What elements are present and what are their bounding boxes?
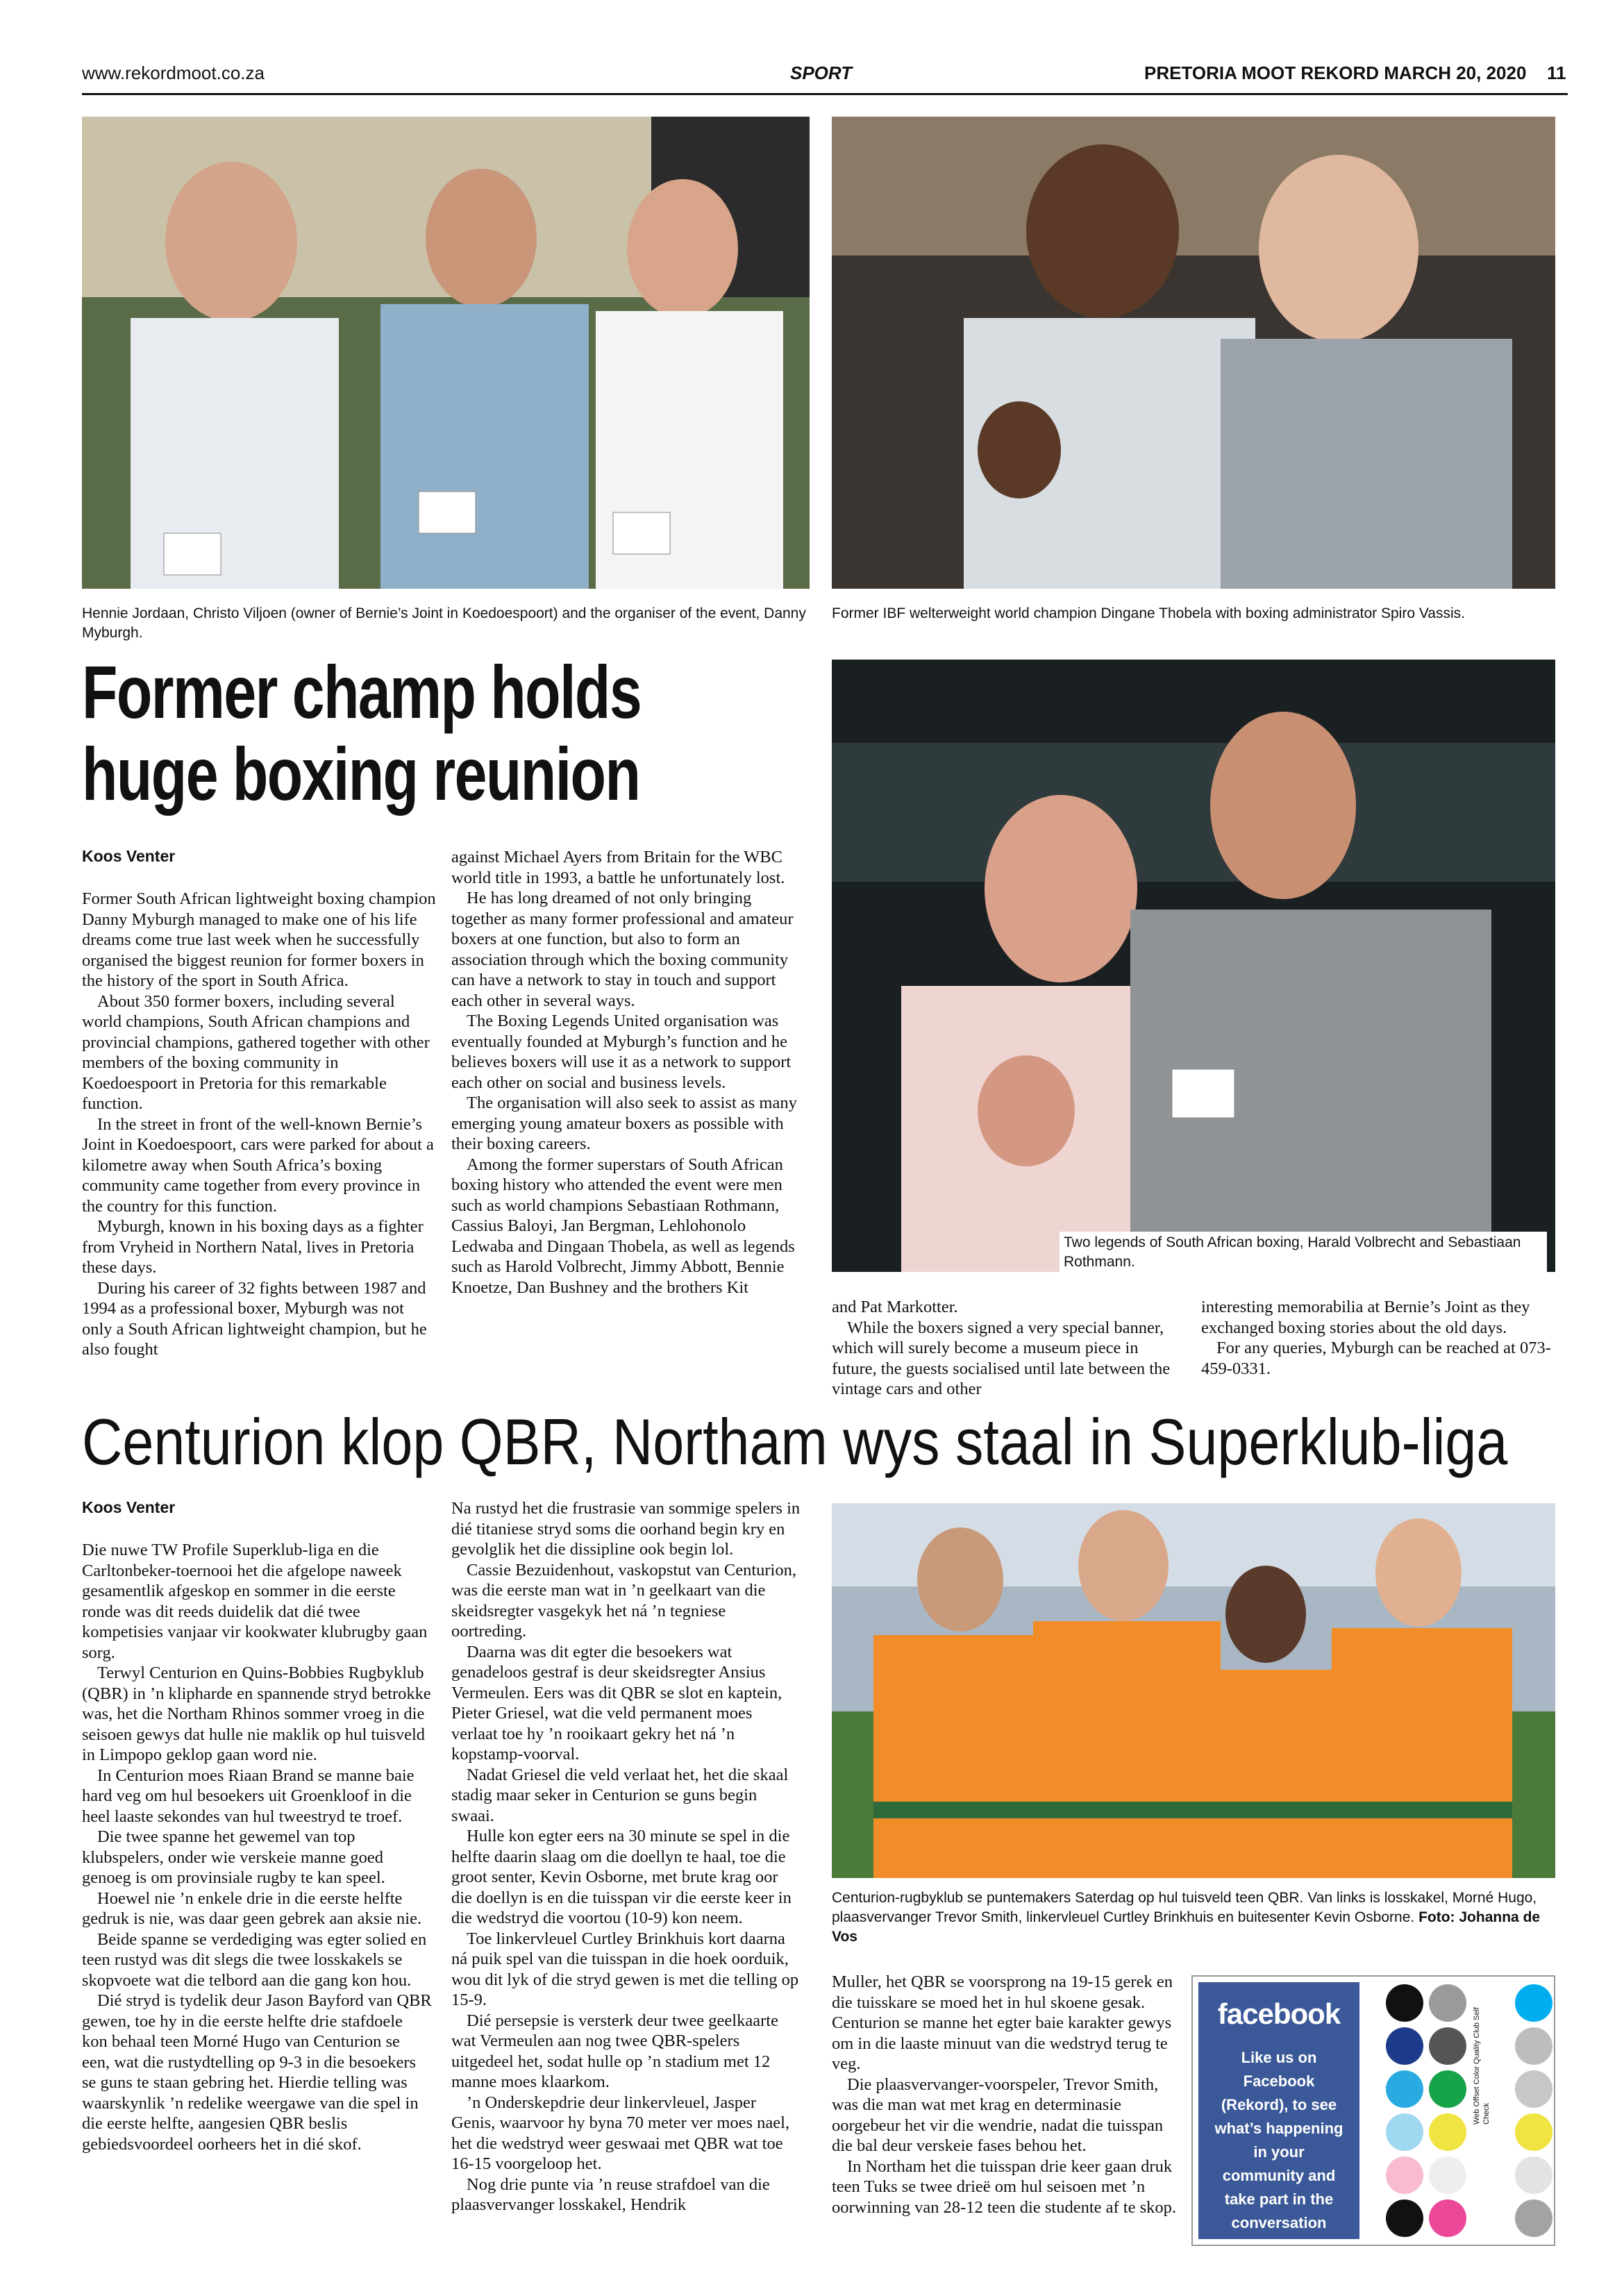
ink-swatch — [1515, 2199, 1552, 2237]
ink-swatch — [1429, 1984, 1466, 2022]
ink-swatch — [1386, 2199, 1423, 2237]
paragraph: Hulle kon egter eers na 30 minute se spel in die helfte daarin slaag om die doellyn te haal, toe die groot senter, Kevin Osborne, met brute krag oor die doellyn is en die tuisspan vir die eerste keer in die wedstryd die voortou (10-9) kon neem. — [451, 1827, 792, 1927]
ink-swatch — [1429, 2199, 1466, 2237]
ink-swatch — [1386, 2113, 1423, 2151]
paragraph: Die nuwe TW Profile Superklub-liga en die Carltonbeker-toernooi het die afgelope naweek gesamentlik afgeskop en sommer in die eerste ronde was dit reeds duidelik dat dié twee kompetisies vanjaar vir kookwater klubrugby gaan sorg. — [82, 1541, 428, 1662]
article2-column-2 — [451, 1498, 801, 2215]
article1-column-4 — [1201, 1297, 1555, 1379]
paragraph: Die twee spanne het gewemel van top klubspelers, onder wie verskeie manne goed genoeg is om provinsiale rugby te kan speel. — [82, 1827, 385, 1887]
paragraph: For any queries, Myburgh can be reached at 073-459-0331. — [1201, 1339, 1551, 1378]
ink-swatch — [1515, 2113, 1552, 2151]
ink-swatch — [1515, 2070, 1552, 2108]
photo-credit: Foto: Johanna de Vos — [832, 1909, 1541, 1945]
paragraph: The organisation will also seek to assist as many emerging young amateur boxers as possible with their boxing careers. — [451, 1093, 797, 1153]
paragraph: Cassie Bezuidenhout, vaskopstut van Centurion, was die eerste man wat in ’n geelkaart van die skeidsregter vasgekyk het ná ’n tegniese oortreding. — [451, 1560, 796, 1641]
paragraph: Die plaasvervanger-voorspeler, Trevor Smith, was die man wat met krag en determinasie oorgebeur het vir die wendrie, nadat die tuisspan die bal deur verskeie fases behou het. — [832, 2075, 1164, 2155]
paragraph: Nadat Griesel die veld verlaat het, het die skaal stadig maar seker in Centurion se guns begin swaai. — [451, 1765, 789, 1825]
photo3-caption: Two legends of South African boxing, Harald Volbrecht and Sebastiaan Rothmann. — [1060, 1232, 1547, 1273]
paragraph: Among the former superstars of South African boxing history who attended the event were men such as world champions Sebastiaan Rothmann, Cassius Baloyi, Jan Bergman, Lehlohonolo Ledwaba and Dingaan Thobela, as well as legends such as Harold Volbrecht, Jimmy Abbott, Bennie Knoetze, Dan Bushney and the brothers Kit — [451, 1155, 795, 1297]
photo-volbrecht-rothmann — [832, 660, 1555, 1272]
ink-swatch — [1515, 1984, 1552, 2022]
photo4-caption-text: Centurion-rugbyklub se puntemakers Saterdag op hul tuisveld teen QBR. Van links is losskakel, Morné Hugo, plaasvervanger Trevor Smith, linkervleuel Curtley Brinkhuis en buitesenter Kevin Osborne. — [832, 1890, 1537, 1925]
paragraph: Na rustyd het die frustrasie van sommige spelers in dié titaniese stryd soms die oorhand begin kry en gevolglik het die dissipline ook begin lol. — [451, 1499, 801, 1559]
ink-swatch — [1515, 2027, 1552, 2065]
facebook-ad[interactable] — [1198, 1982, 1359, 2239]
facebook-ad-text: Like us on Facebook (Rekord), to see what’s happening in your community and take part in the conversation — [1214, 2049, 1343, 2231]
headline-line-1: Former champ holds — [82, 650, 642, 734]
photo-rugby-players — [832, 1503, 1555, 1878]
article1-column-1 — [82, 889, 436, 1360]
paragraph: In Northam het die tuisspan drie keer gaan druk teen Tuks se twee drieë om hul seisoen met ’n oorwinning van 28-12 teen die studente af te skop. — [832, 2156, 1177, 2217]
ink-swatch — [1386, 2027, 1423, 2065]
headline-line-2: huge boxing reunion — [82, 732, 640, 816]
edition-line: PRETORIA MOOT REKORD MARCH 20, 2020 — [1144, 62, 1527, 83]
article2-headline: Centurion klop QBR, Northam wys staal in Superklub-liga — [82, 1405, 1508, 1478]
photo4-caption — [832, 1888, 1555, 1947]
ink-swatch — [1386, 1984, 1423, 2022]
paragraph: In Centurion moes Riaan Brand se manne baie hard veg om hul besoekers uit Groenkloof in die heel laaste sekondes van hul tweestryd te troef. — [82, 1766, 415, 1826]
paragraph: Hoewel nie ’n enkele drie in die eerste helfte gedruk is nie, was daar geen gebrek aan aksie nie. — [82, 1888, 422, 1928]
ink-swatch — [1515, 2156, 1552, 2194]
paragraph: Toe linkervleuel Curtley Brinkhuis kort daarna ná puik spel van die tuisspan in die hoek oorduik, wou dit lyk of die stryd gewen is met die telling op 15-9. — [451, 1929, 799, 2009]
paragraph: About 350 former boxers, including several world champions, South African champions and provincial champions, gathered together with other members of the boxing community in Koedoespoort in Pretoria for this remarkable function. — [82, 991, 430, 1113]
paragraph: interesting memorabilia at Bernie’s Joint as they exchanged boxing stories about the old days. — [1201, 1298, 1530, 1337]
ink-swatch — [1429, 2070, 1466, 2108]
photo-thobela-vassis — [832, 117, 1555, 589]
article1-column-3 — [832, 1297, 1179, 1400]
website-url[interactable]: www.rekordmoot.co.za — [82, 62, 265, 83]
paragraph: The Boxing Legends United organisation was eventually founded at Myburgh’s function and he believes boxers will use it as a network to support each other on social and business levels. — [451, 1012, 792, 1092]
header-rule — [82, 93, 1568, 95]
paragraph: Myburgh, known in his boxing days as a fighter from Vryheid in Northern Natal, lives in Pretoria these days. — [82, 1217, 424, 1277]
paragraph: Beide spanne se verdediging was egter solied en teen rustyd was dit slegs die twee losskakels se skopvoete wat die telbord aan die gang kon hou. — [82, 1929, 427, 1990]
ink-swatch — [1386, 2156, 1423, 2194]
ink-swatch — [1386, 2070, 1423, 2108]
photo2-caption: Former IBF welterweight world champion Dingane Thobela with boxing administrator Spiro Vassis. — [832, 605, 1465, 621]
article1-column-2 — [451, 847, 810, 1298]
photo1-caption: Hennie Jordaan, Christo Viljoen (owner of Bernie’s Joint in Koedoespoort) and the organiser of the event, Danny Myburgh. — [82, 605, 806, 641]
section-label: SPORT — [790, 62, 853, 83]
paragraph: ’n Onderskepdrie deur linkervleuel, Jasper Genis, waarvoor hy byna 70 meter ver moes nael, het die wedstryd weer geswaai met QBR wat toe 16-15 voorgeloop het. — [451, 2093, 790, 2173]
photo-three-men — [82, 117, 810, 589]
paragraph: Daarna was dit egter die besoekers wat genadeloos gestraf is deur skeidsregter Ansius Vermeulen. Eers was dit QBR se slot en kaptein, Pieter Griesel, wat die veld permanent moes verlaat toe hy ’n rooikaart gekry het ná ’n kopstamp-voorval. — [451, 1642, 782, 1763]
paragraph: While the boxers signed a very special banner, which will surely become a museum piece in future, the guests socialised until late between the vintage cars and other — [832, 1318, 1171, 1398]
paragraph: During his career of 32 fights between 1987 and 1994 as a professional boxer, Myburgh was not only a South African lightweight champion, but he also fought — [82, 1278, 427, 1359]
facebook-logo: facebook — [1217, 1997, 1341, 2030]
paragraph: Muller, het QBR se voorsprong na 19-15 gerek en die tuisskare se moed het in hul skoene gesak. Centurion se manne het egter baie karakter gewys om in die laaste minuut van die wedstryd terug te veg. — [832, 1972, 1173, 2073]
paragraph: Former South African lightweight boxing champion Danny Myburgh managed to make one of his life dreams come true last week when he successfully organised the biggest reunion for former boxers in the history of the sport in South Africa. — [82, 889, 436, 990]
ink-check-label: Web Offset Color Quality Club Self Check — [1473, 2007, 1491, 2125]
article1-byline: Koos Venter — [82, 847, 176, 865]
paragraph: Terwyl Centurion en Quins-Bobbies Rugbyklub (QBR) in ’n klipharde en spannende stryd betrokke was, het die Northam Rhinos sommer vroeg in die seisoen gewys dat hulle nie maklik op hul tuisveld in Limpopo geklop gaan word nie. — [82, 1664, 431, 1764]
paragraph: Dié stryd is tydelik deur Jason Bayford van QBR gewen, toe hy in die eerste helfte drie stafdoele kon behaal teen Morné Hugo van Centurion se een, wat die rustydtelling op 9-3 in die besoekers se guns te staan gebring het. Hierdie telling was waarskynlik ’n redelike weergawe van die spel in die eerste helfte, aangesien QBR beslis gebiedsvoordeel oorheers het in dié skof. — [82, 1991, 432, 2154]
paragraph: Nog drie punte via ’n reuse strafdoel van die plaasvervanger losskakel, Hendrik — [451, 2175, 770, 2214]
ink-swatch — [1429, 2156, 1466, 2194]
article2-column-1 — [82, 1540, 432, 2154]
ink-swatch — [1429, 2027, 1466, 2065]
article2-column-3 — [832, 1972, 1179, 2218]
paragraph: He has long dreamed of not only bringing together as many former professional and amateur boxers at one function, but also to form an association through which the boxing community can have a network to stay in touch and support each other in several ways. — [451, 889, 794, 1010]
paragraph: and Pat Markotter. — [832, 1298, 958, 1316]
paragraph: Dié persepsie is versterk deur twee geelkaarte wat Vermeulen aan nog twee QBR-spelers uitgedeel het, sodat hulle op ’n stadium met 12 manne moes klaarkom. — [451, 2011, 778, 2091]
paragraph: In the street in front of the well-known Bernie’s Joint in Koedoespoort, cars were parked for about a kilometre away when South Africa’s boxing community came together from every province in the country for this function. — [82, 1114, 434, 1216]
paragraph: against Michael Ayers from Britain for the WBC world title in 1993, a battle he unfortunately lost. — [451, 848, 785, 887]
article1-headline — [82, 651, 651, 815]
article2-byline: Koos Venter — [82, 1498, 176, 1516]
ink-swatch — [1429, 2113, 1466, 2151]
page-number: 11 — [1547, 62, 1566, 83]
